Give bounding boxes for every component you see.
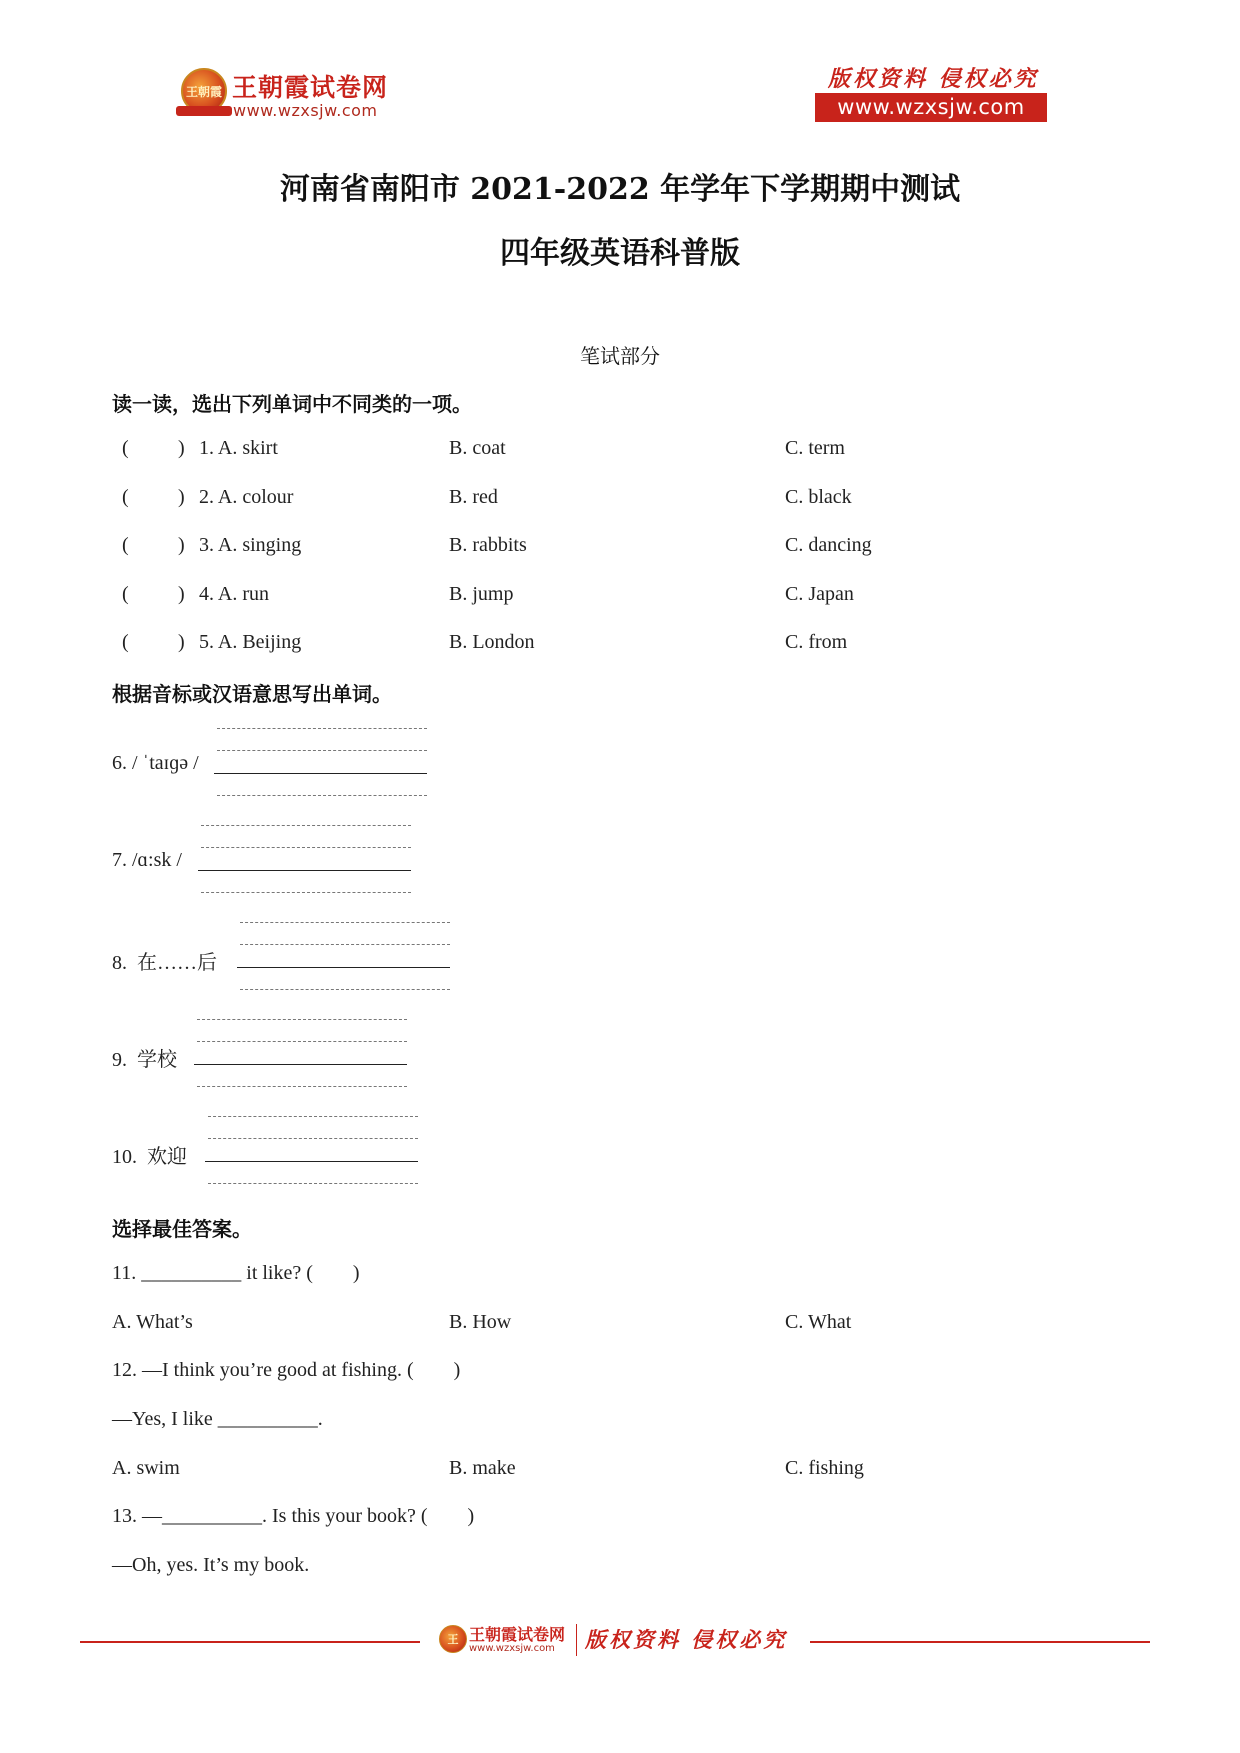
q11-option-b: B. How: [449, 1311, 512, 1333]
question-13-reply: —Oh, yes. It’s my book.: [112, 1554, 310, 1576]
option-c: C. Japan: [785, 583, 854, 605]
q11-option-a: A. What’s: [112, 1311, 193, 1333]
writing-guide-dashed: [201, 825, 411, 826]
writing-guide-dashed: [208, 1138, 418, 1139]
question-12-reply: —Yes, I like __________.: [112, 1408, 323, 1430]
question-label: 6. / ˈtaɪɡə /: [112, 752, 199, 774]
writing-guide-dashed: [201, 847, 411, 848]
writing-guide-dashed: [240, 944, 450, 945]
option-b: B. rabbits: [449, 534, 527, 556]
question-label: 9. 学校: [112, 1049, 177, 1071]
answer-blank[interactable]: [214, 773, 427, 774]
answer-blank[interactable]: [194, 1064, 407, 1065]
answer-paren-open: (: [122, 437, 129, 459]
footer-copyright: 版权资料 侵权必究: [585, 1627, 788, 1652]
answer-paren-close: ): [178, 437, 185, 459]
section3-heading: 选择最佳答案。: [112, 1217, 252, 1241]
option-a: 5. A. Beijing: [199, 631, 302, 653]
question-13-stem: 13. —__________. Is this your book? ( ): [112, 1505, 475, 1527]
option-c: C. dancing: [785, 534, 872, 556]
writing-guide-dashed: [240, 989, 450, 990]
option-a: 4. A. run: [199, 583, 269, 605]
logo-url: www.wzxsjw.com: [233, 101, 378, 120]
answer-paren-open: (: [122, 583, 129, 605]
answer-paren-open: (: [122, 631, 129, 653]
q12-option-b: B. make: [449, 1457, 516, 1479]
footer-rule-left: [80, 1641, 420, 1643]
copyright-notice: 版权资料 侵权必究: [828, 66, 1039, 92]
answer-blank[interactable]: [237, 967, 450, 968]
q11-option-c: C. What: [785, 1311, 852, 1333]
writing-guide-dashed: [217, 795, 427, 796]
footer-divider: [576, 1624, 577, 1656]
q12-option-c: C. fishing: [785, 1457, 864, 1479]
writing-guide-dashed: [217, 728, 427, 729]
page-title: 河南省南阳市 2021-2022 年学年下学期期中测试: [279, 172, 961, 207]
logo-name: 王朝霞试卷网: [232, 73, 389, 102]
option-a: 2. A. colour: [199, 486, 294, 508]
option-c: C. term: [785, 437, 845, 459]
writing-guide-dashed: [208, 1116, 418, 1117]
option-b: B. jump: [449, 583, 514, 605]
answer-paren-close: ): [178, 583, 185, 605]
option-c: C. from: [785, 631, 848, 653]
question-label: 8. 在……后: [112, 952, 217, 974]
section1-heading: 读一读，选出下列单词中不同类的一项。: [112, 392, 472, 416]
question-label: 10. 欢迎: [112, 1146, 187, 1168]
writing-guide-dashed: [208, 1183, 418, 1184]
footer-logo-mark: 王: [447, 1633, 459, 1646]
question-label: 7. /ɑ:sk /: [112, 849, 182, 871]
question-11-stem: 11. __________ it like? ( ): [112, 1262, 360, 1284]
grade-title: 四年级英语科普版: [500, 236, 740, 271]
answer-paren-close: ): [178, 631, 185, 653]
answer-blank[interactable]: [198, 870, 411, 871]
option-b: B. coat: [449, 437, 506, 459]
footer-rule-right: [810, 1641, 1150, 1643]
q12-option-a: A. swim: [112, 1457, 180, 1479]
section2-heading: 根据音标或汉语意思写出单词。: [112, 682, 392, 706]
answer-paren-close: ): [178, 486, 185, 508]
option-a: 1. A. skirt: [199, 437, 278, 459]
url-badge: www.wzxsjw.com: [815, 93, 1047, 122]
writing-guide-dashed: [197, 1019, 407, 1020]
writing-guide-dashed: [201, 892, 411, 893]
question-12-stem: 12. —I think you’re good at fishing. ( ): [112, 1359, 461, 1381]
logo-emblem-text: 王朝霞: [185, 85, 222, 99]
writing-guide-dashed: [197, 1041, 407, 1042]
footer-url: www.wzxsjw.com: [469, 1643, 555, 1654]
part-title: 笔试部分: [580, 344, 660, 368]
writing-guide-dashed: [197, 1086, 407, 1087]
option-b: B. London: [449, 631, 535, 653]
option-a: 3. A. singing: [199, 534, 302, 556]
writing-guide-dashed: [240, 922, 450, 923]
footer-logo-name: 王朝霞试卷网: [469, 1625, 566, 1644]
logo-ribbon: [176, 106, 232, 116]
option-b: B. red: [449, 486, 498, 508]
answer-paren-open: (: [122, 534, 129, 556]
answer-paren-close: ): [178, 534, 185, 556]
option-c: C. black: [785, 486, 852, 508]
footer-logo-emblem: [439, 1625, 467, 1653]
answer-blank[interactable]: [205, 1161, 418, 1162]
writing-guide-dashed: [217, 750, 427, 751]
answer-paren-open: (: [122, 486, 129, 508]
